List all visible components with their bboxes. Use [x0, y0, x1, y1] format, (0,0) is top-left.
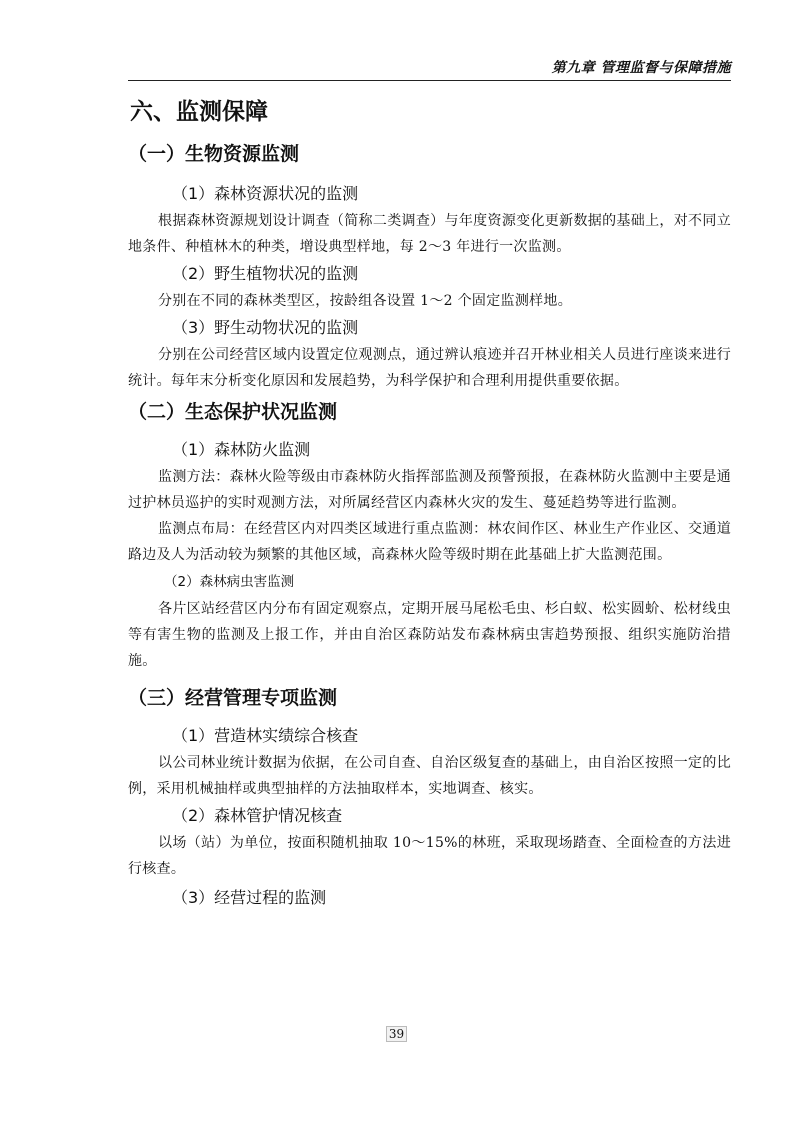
item-title: （1）营造林实绩综合核查: [172, 726, 359, 745]
paragraph: 监测点布局：在经营区内对四类区域进行重点监测：林农间作区、林业生产作业区、交通道路边及人为活动较为频繁的其他区域，高森林火险等级时期在此基础上扩大监测范围。: [128, 521, 731, 563]
item-title: （1）森林防火监测: [172, 440, 311, 459]
subsection-title: （二）生态保护状况监测: [128, 401, 338, 423]
page-content: [128, 92, 731, 912]
paragraph: 分别在公司经营区域内设置定位观测点，通过辨认痕迹并召开林业相关人员进行座谈来进行统计。每年末分析变化原因和发展趋势，为科学保护和合理利用提供重要依据。: [128, 347, 731, 389]
paragraph: 分别在不同的森林类型区，按龄组各设置 1～2 个固定监测样地。: [158, 293, 573, 309]
subsection-title: （一）生物资源监测: [128, 143, 300, 165]
paragraph: 以公司林业统计数据为依据，在公司自查、自治区级复查的基础上，由自治区按照一定的比例，采用机械抽样或典型抽样的方法抽取样本，实地调查、核实。: [128, 755, 731, 797]
page-number-label: 39: [386, 1026, 407, 1042]
section-title: 六、监测保障: [130, 99, 268, 125]
item-title: （2）森林管护情况核查: [172, 806, 343, 825]
item-title: （3）野生动物状况的监测: [172, 318, 359, 337]
paragraph: 各片区站经营区内分布有固定观察点，定期开展马尾松毛虫、杉白蚁、松实圆蚧、松材线虫等有害生物的监测及上报工作，并由自治区森防站发布森林病虫害趋势预报、组织实施防治措施。: [128, 601, 731, 669]
paragraph: 监测方法：森林火险等级由市森林防火指挥部监测及预警预报，在森林防火监测中主要是通过护林员巡护的实时观测方法，对所属经营区内森林火灾的发生、蔓延趋势等进行监测。: [128, 469, 731, 511]
subsection-ecological-protection: [128, 394, 731, 674]
item-title: （1）森林资源状况的监测: [172, 184, 359, 203]
subsection-title: （三）经营管理专项监测: [128, 687, 338, 709]
paragraph: 根据森林资源规划设计调查（简称二类调查）与年度资源变化更新数据的基础上，对不同立地条件、种植林木的种类，增设典型样地，每 2～3 年进行一次监测。: [128, 213, 731, 255]
subsection-biological-resources: [128, 136, 731, 394]
page-number: [0, 1027, 793, 1041]
subsection-management-monitoring: [128, 680, 731, 912]
item-title: （3）经营过程的监测: [172, 888, 327, 907]
running-header: 第九章 管理监督与保障措施: [551, 60, 731, 76]
item-title: （2）森林病虫害监测: [164, 574, 295, 590]
header-rule: [128, 80, 731, 81]
paragraph: 以场（站）为单位，按面积随机抽取 10～15%的林班，采取现场踏查、全面检查的方法进行核查。: [128, 835, 731, 877]
item-title: （2）野生植物状况的监测: [172, 264, 359, 283]
